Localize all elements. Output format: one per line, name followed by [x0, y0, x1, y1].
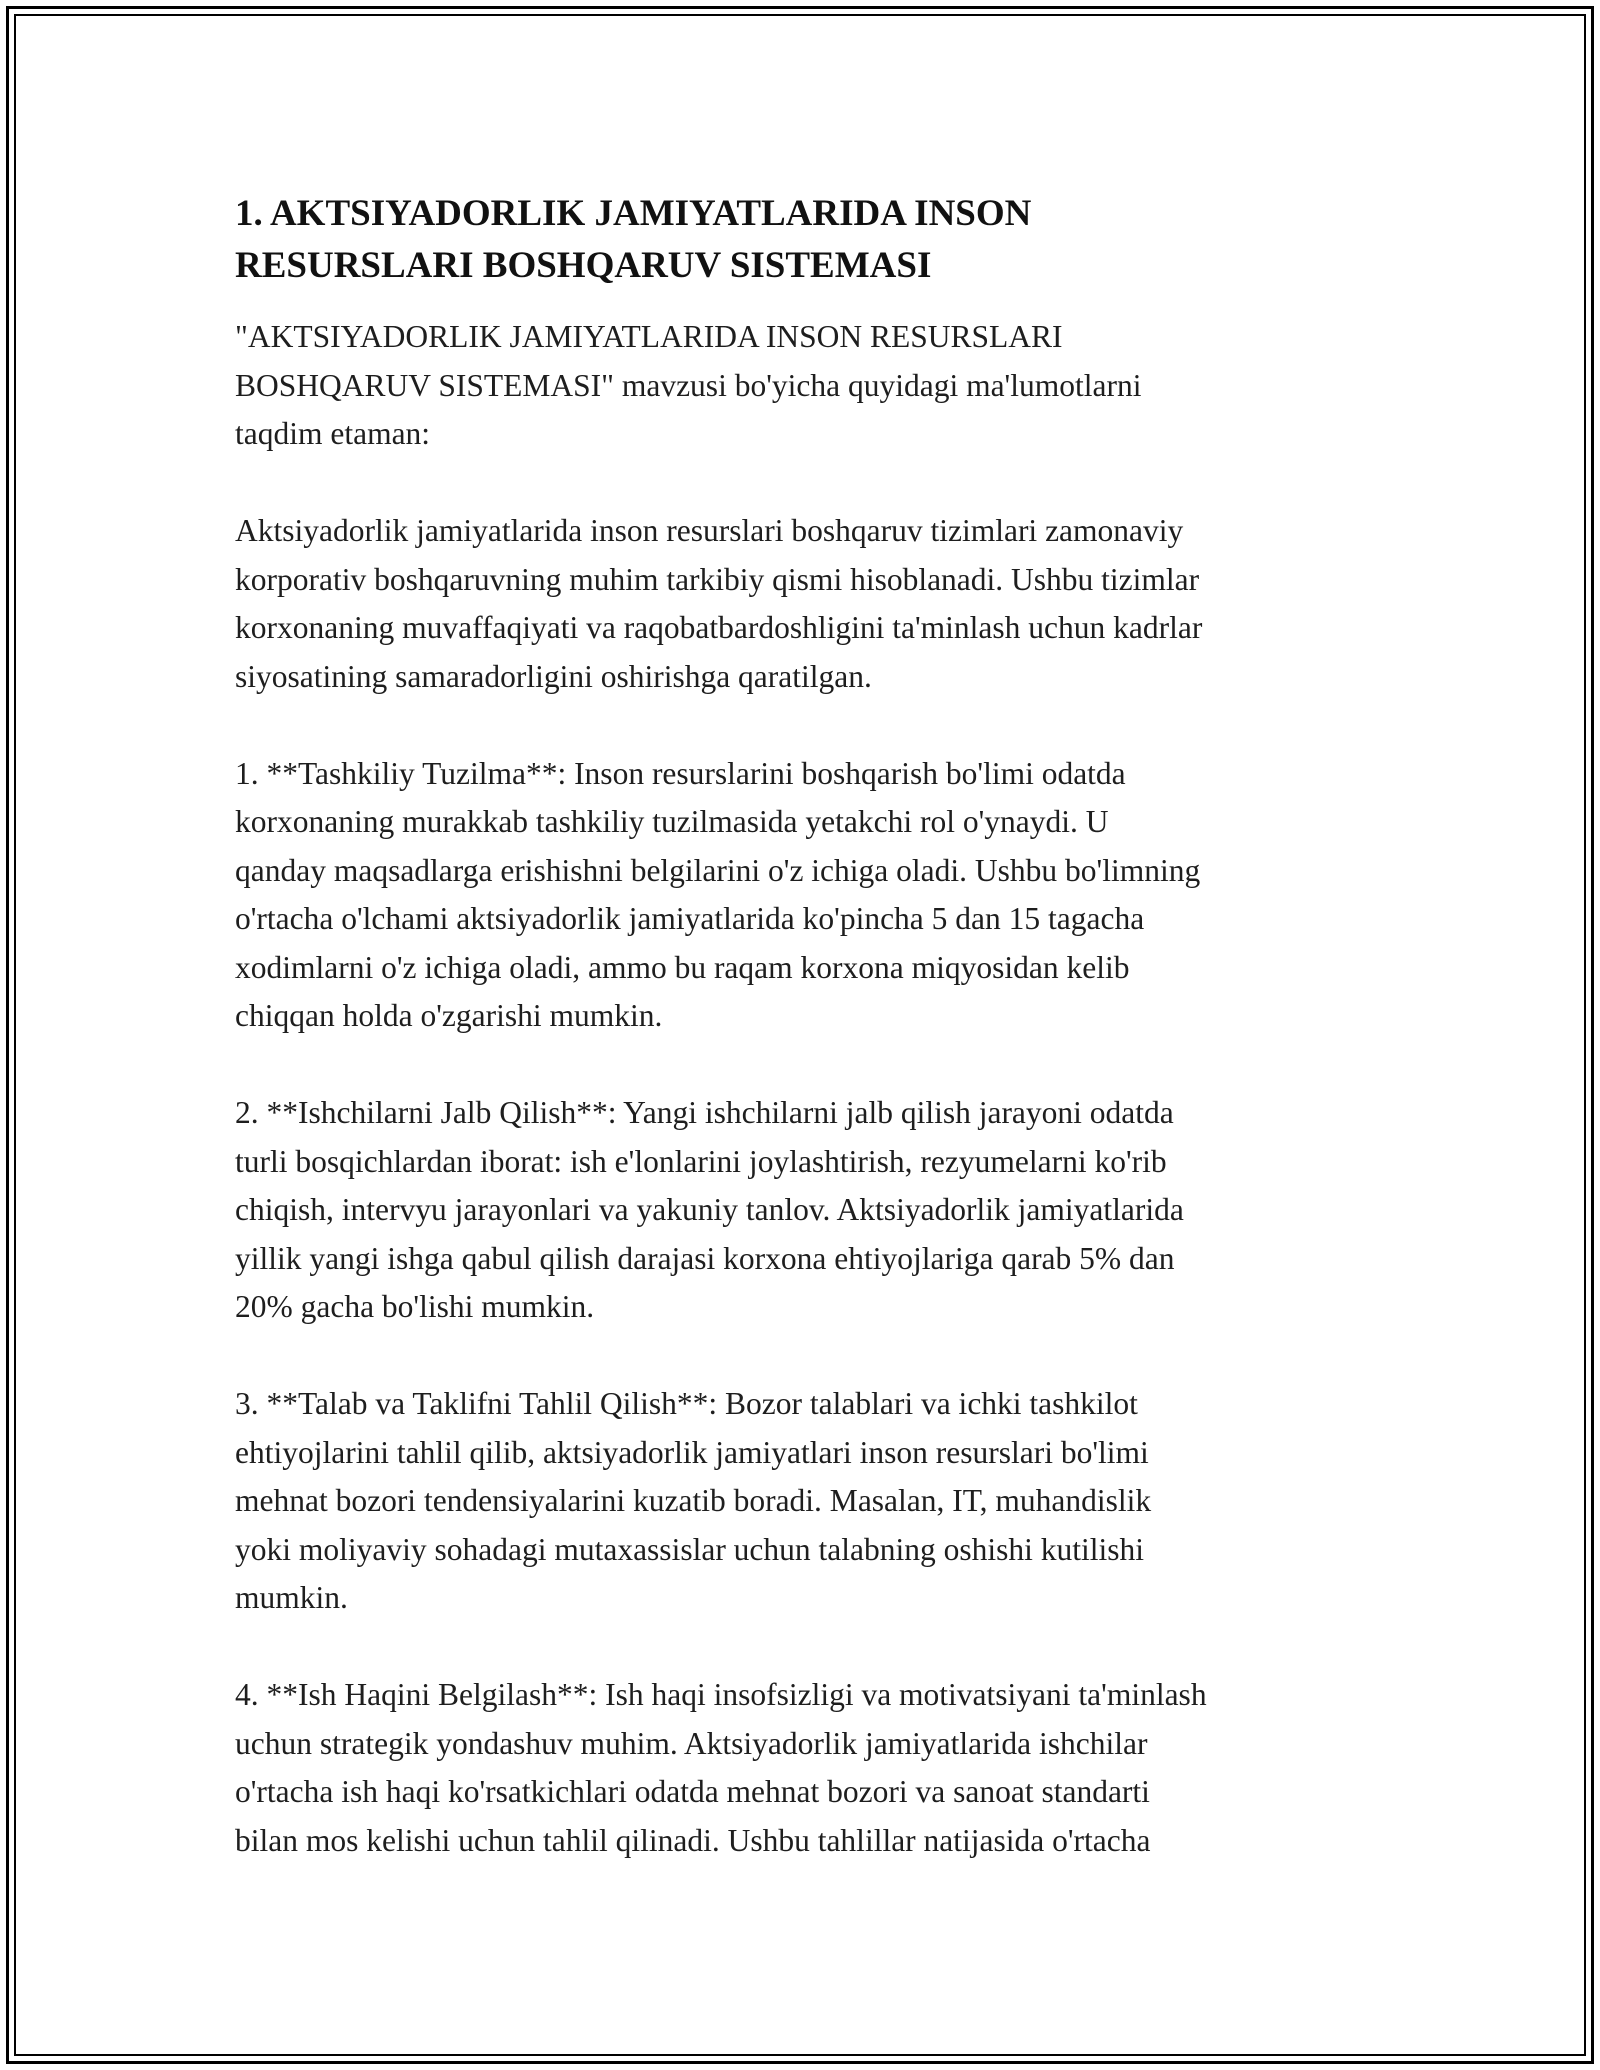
section-3-paragraph: 3. **Talab va Taklifni Tahlil Qilish**: Bozor talablari va ichki tashkilot ehtiyojlarini tahlil qilib, aktsiyadorlik jamiyatlari inson resurslari bo'limi mehnat bozori tendensiyalarini kuzatib boradi. Masalan, IT, muhandislik yoki moliyaviy sohadagi mutaxassislar uchun talabning oshishi kutilishi mumkin.	[235, 1386, 1152, 1615]
document-body	[235, 188, 1385, 1865]
overview-paragraph: Aktsiyadorlik jamiyatlarida inson resurslari boshqaruv tizimlari zamonaviy korporativ boshqaruvning muhim tarkibiy qismi hisoblanadi. Ushbu tizimlar korxonaning muvaffaqiyati va raqobatbardoshligini ta'minlash uchun kadrlar siyosatining samaradorligini oshirishga qaratilgan.	[235, 513, 1203, 694]
section-1-paragraph: 1. **Tashkiliy Tuzilma**: Inson resurslarini boshqarish bo'limi odatda korxonaning murakkab tashkiliy tuzilmasida yetakchi rol o'ynaydi. U qanday maqsadlarga erishishni belgilarini o'z ichiga oladi. Ushbu bo'limning o'rtacha o'lchami aktsiyadorlik jamiyatlarida ko'pincha 5 dan 15 tagacha xodimlarni o'z ichiga oladi, ammo bu raqam korxona miqyosidan kelib chiqqan holda o'zgarishi mumkin.	[235, 755, 1201, 1033]
document-title: 1. AKTSIYADORLIK JAMIYATLARIDA INSON RESURSLARI BOSHQARUV SISTEMASI	[235, 193, 1032, 286]
section-4-paragraph: 4. **Ish Haqini Belgilash**: Ish haqi insofsizligi va motivatsiyani ta'minlash uchun strategik yondashuv muhim. Aktsiyadorlik jamiyatlarida ishchilar o'rtacha ish haqi ko'rsatkichlari odatda mehnat bozori va sanoat standarti bilan mos kelishi uchun tahlil qilinadi. Ushbu tahlillar natijasida o'rtacha	[235, 1677, 1207, 1858]
section-2-paragraph: 2. **Ishchilarni Jalb Qilish**: Yangi ishchilarni jalb qilish jarayoni odatda turli bosqichlardan iborat: ish e'lonlarini joylashtirish, rezyumelarni ko'rib chiqish, intervyu jarayonlari va yakuniy tanlov. Aktsiyadorlik jamiyatlarida yillik yangi ishga qabul qilish darajasi korxona ehtiyojlariga qarab 5% dan 20% gacha bo'lishi mumkin.	[235, 1095, 1184, 1324]
intro-paragraph: "AKTSIYADORLIK JAMIYATLARIDA INSON RESURSLARI BOSHQARUV SISTEMASI" mavzusi bo'yicha quyidagi ma'lumotlarni taqdim etaman:	[235, 319, 1142, 451]
